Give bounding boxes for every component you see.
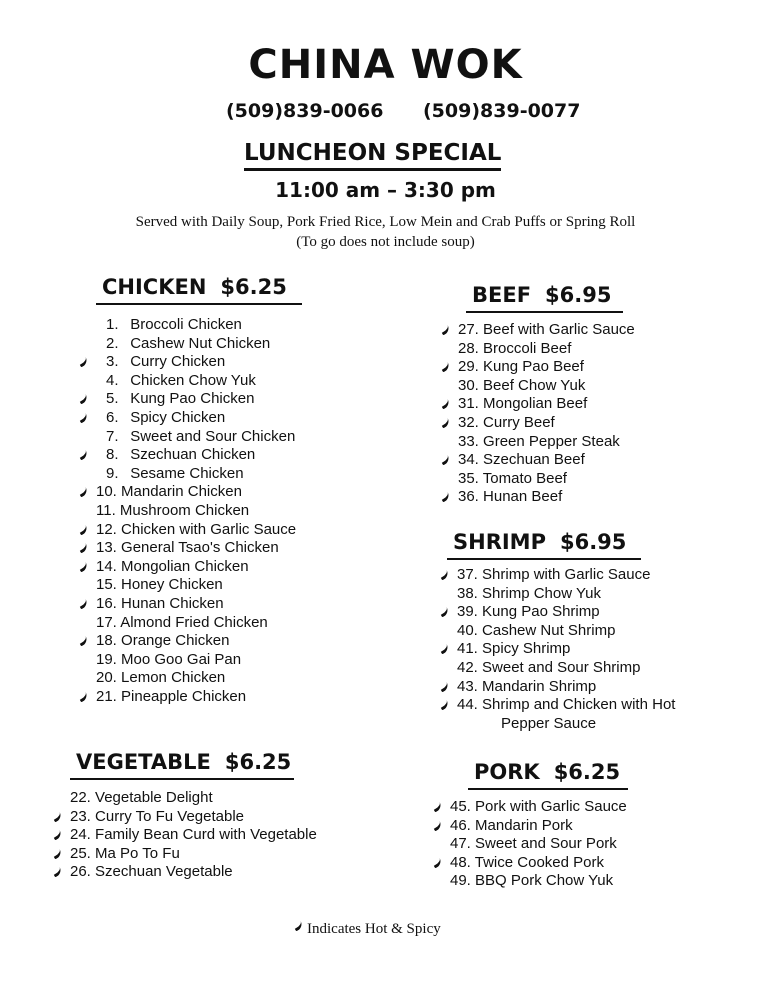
item-name: Sweet and Sour Pork (475, 835, 617, 853)
menu-item (96, 576, 302, 595)
item-number: 44. (457, 696, 478, 714)
item-number: 34. (458, 451, 479, 469)
item-number: 37. (457, 566, 478, 583)
item-number: 46. (450, 816, 471, 834)
section-title: VEGETABLE (76, 750, 211, 774)
menu-item (458, 340, 635, 359)
menu-item (450, 854, 628, 873)
item-number: 2. (106, 334, 119, 352)
chili-pepper-icon (76, 540, 89, 554)
menu-item (96, 688, 302, 707)
item-name: Ma Po To Fu (95, 844, 180, 862)
chili-pepper-icon (437, 604, 450, 618)
chili-pepper-icon (76, 633, 89, 647)
chicken-section (96, 275, 302, 706)
item-name: Pork with Garlic Sauce (475, 798, 627, 815)
menu-item (457, 603, 675, 622)
menu-item (457, 640, 675, 659)
item-number: 31. (458, 395, 479, 413)
item-name: Cashew Nut Chicken (130, 334, 271, 352)
item-name: Pepper Sauce (501, 714, 597, 732)
menu-item (458, 414, 635, 433)
item-name: Szechuan Vegetable (95, 863, 233, 881)
luncheon-special-heading: LUNCHEON SPECIAL (244, 140, 501, 171)
item-name: Beef with Garlic Sauce (483, 321, 635, 338)
item-name: Hunan Beef (483, 488, 563, 506)
chili-pepper-icon (430, 817, 443, 831)
menu-item (96, 651, 302, 670)
menu-item (96, 446, 302, 465)
chili-pepper-icon (291, 918, 304, 932)
item-number: 11. (96, 501, 116, 519)
pork-section (450, 760, 628, 891)
item-name: Sweet and Sour Chicken (130, 427, 296, 445)
menu-item (457, 585, 675, 604)
item-name: Shrimp with Garlic Sauce (482, 566, 651, 583)
item-number: 8. (106, 446, 119, 464)
item-number: 38. (457, 584, 478, 602)
item-number: 17. (96, 613, 117, 631)
item-number: 33. (458, 432, 479, 450)
menu-item (96, 502, 302, 521)
menu-item (450, 798, 628, 817)
menu-item (458, 358, 635, 377)
menu-item (458, 470, 635, 489)
item-name: Spicy Chicken (130, 408, 226, 426)
menu-item (450, 872, 628, 891)
item-number: 41. (457, 640, 478, 658)
chili-pepper-icon (76, 484, 89, 498)
section-title: PORK (474, 760, 540, 784)
item-name: Chicken with Garlic Sauce (121, 520, 297, 538)
item-name: Curry Beef (483, 413, 555, 431)
menu-item (458, 377, 635, 396)
item-number: 30. (458, 376, 479, 394)
item-name: Hunan Chicken (121, 594, 224, 612)
section-header (466, 283, 623, 313)
item-number: 3. (106, 353, 119, 371)
menu-item (450, 817, 628, 836)
phone-number-1: (509)839-0066 (226, 100, 384, 122)
chili-pepper-icon (50, 827, 63, 841)
item-number: 43. (457, 677, 478, 695)
item-number: 26. (70, 863, 91, 881)
item-number: 1. (106, 316, 119, 333)
item-name: Chicken Chow Yuk (130, 371, 256, 389)
item-number: 36. (458, 488, 479, 506)
item-number: 5. (106, 390, 119, 408)
item-number: 7. (106, 427, 119, 445)
item-name: Spicy Shrimp (482, 640, 571, 658)
item-name: Curry Chicken (130, 353, 226, 371)
item-number: 24. (70, 826, 91, 844)
chili-pepper-icon (76, 409, 89, 423)
menu-item (457, 622, 675, 641)
shrimp-item-list (457, 566, 675, 733)
item-name: Mandarin Pork (475, 816, 573, 834)
phone-number-2: (509)839-0077 (423, 100, 581, 122)
menu-item (457, 715, 675, 734)
menu-item (457, 678, 675, 697)
hours: 11:00 am – 3:30 pm (275, 178, 496, 202)
item-name: Mongolian Beef (483, 395, 588, 413)
vegetable-section (70, 750, 317, 882)
item-number: 42. (457, 658, 478, 676)
item-name: Mongolian Chicken (121, 557, 249, 575)
chili-pepper-icon (438, 322, 451, 336)
menu-item (70, 863, 317, 882)
chili-pepper-icon (438, 414, 451, 428)
chicken-item-list (96, 316, 302, 706)
item-number: 39. (457, 603, 478, 621)
item-number: 4. (106, 371, 119, 389)
item-number: 6. (106, 408, 119, 426)
item-name: Shrimp Chow Yuk (482, 584, 601, 602)
section-header (96, 275, 302, 305)
beef-section (458, 283, 635, 507)
item-name: Twice Cooked Pork (474, 853, 604, 871)
chili-pepper-icon (76, 688, 89, 702)
item-name: Vegetable Delight (95, 789, 213, 806)
item-number: 15. (96, 576, 117, 594)
item-name: Orange Chicken (121, 632, 230, 650)
item-number: 14. (96, 557, 117, 575)
chili-pepper-icon (437, 567, 450, 581)
menu-item (96, 390, 302, 409)
menu-item (458, 433, 635, 452)
item-number: 21. (96, 687, 117, 705)
menu-item (96, 465, 302, 484)
chili-pepper-icon (437, 697, 450, 711)
section-header (468, 760, 628, 790)
item-name: Broccoli Beef (483, 339, 572, 357)
menu-item (457, 566, 675, 585)
item-name: Family Bean Curd with Vegetable (95, 826, 317, 844)
item-name: Almond Fried Chicken (120, 613, 268, 631)
item-number: 23. (70, 807, 91, 825)
shrimp-section (447, 530, 675, 733)
section-header (70, 750, 294, 780)
menu-item (96, 483, 302, 502)
chili-pepper-icon (76, 391, 89, 405)
item-number: 9. (106, 464, 119, 482)
item-number: 47. (450, 835, 471, 853)
menu-item (96, 669, 302, 688)
section-title: BEEF (472, 283, 532, 307)
item-name: Mandarin Shrimp (482, 677, 597, 695)
menu-item (458, 488, 635, 507)
item-number: 19. (96, 650, 117, 668)
menu-item (70, 826, 317, 845)
item-name: Pineapple Chicken (121, 687, 247, 705)
section-price: $6.95 (559, 530, 627, 554)
item-name: Tomato Beef (482, 469, 567, 487)
section-title: SHRIMP (453, 530, 546, 554)
chili-pepper-icon (438, 489, 451, 503)
chili-pepper-icon (50, 808, 63, 822)
chili-pepper-icon (430, 799, 443, 813)
menu-item (96, 558, 302, 577)
menu-item (96, 614, 302, 633)
menu-item (96, 372, 302, 391)
chili-pepper-icon (76, 447, 89, 461)
menu-item (70, 845, 317, 864)
restaurant-name: CHINA WOK (248, 42, 523, 88)
chili-pepper-icon (438, 396, 451, 410)
item-name: BBQ Pork Chow Yuk (475, 872, 614, 890)
menu-item (70, 789, 317, 808)
chili-pepper-icon (438, 452, 451, 466)
pork-item-list (450, 798, 628, 891)
menu-item (450, 835, 628, 854)
item-number: 25. (70, 844, 91, 862)
chili-pepper-icon (438, 359, 451, 373)
chili-pepper-icon (76, 521, 89, 535)
legend-text: Indicates Hot & Spicy (307, 921, 441, 937)
item-number: 20. (96, 669, 117, 687)
item-number: 45. (450, 798, 471, 815)
item-number: 28. (458, 339, 479, 357)
menu-item (96, 428, 302, 447)
item-number: 32. (458, 413, 479, 431)
menu-item (458, 395, 635, 414)
menu-item (458, 451, 635, 470)
item-name: General Tsao's Chicken (121, 539, 279, 557)
chili-pepper-icon (437, 678, 450, 692)
served-with-note: Served with Daily Soup, Pork Fried Rice, Low Mein and Crab Puffs or Spring Roll (135, 214, 636, 230)
item-number: 16. (96, 594, 117, 612)
menu-item (70, 808, 317, 827)
item-name: Sweet and Sour Shrimp (482, 658, 641, 676)
item-number: 27. (458, 321, 479, 338)
spicy-legend (293, 921, 441, 938)
item-name: Moo Goo Gai Pan (121, 650, 242, 668)
section-title: CHICKEN (102, 275, 207, 299)
chili-pepper-icon (50, 845, 63, 859)
item-number: 35. (458, 469, 479, 487)
menu-item (96, 316, 302, 335)
item-number: 40. (457, 621, 478, 639)
item-name: Beef Chow Yuk (483, 376, 586, 394)
chili-pepper-icon (430, 854, 443, 868)
section-price: $6.95 (545, 283, 612, 307)
item-name: Curry To Fu Vegetable (95, 807, 245, 825)
menu-item (96, 632, 302, 651)
chili-pepper-icon (76, 595, 89, 609)
item-name: Szechuan Chicken (130, 446, 256, 464)
item-name: Honey Chicken (121, 576, 223, 594)
item-name: Mushroom Chicken (119, 501, 250, 519)
section-price: $6.25 (220, 275, 287, 299)
item-name: Green Pepper Steak (483, 432, 620, 450)
item-number: 13. (96, 539, 117, 557)
item-number: 29. (458, 358, 479, 376)
item-number: 12. (96, 520, 117, 538)
menu-item (457, 696, 675, 715)
menu-item (96, 353, 302, 372)
item-number: 22. (70, 789, 91, 806)
item-name: Mandarin Chicken (121, 483, 242, 501)
chili-pepper-icon (437, 641, 450, 655)
item-name: Shrimp and Chicken with Hot (482, 696, 676, 714)
item-name: Cashew Nut Shrimp (482, 621, 616, 639)
item-name: Sesame Chicken (130, 464, 244, 482)
chili-pepper-icon (76, 558, 89, 572)
menu-item (457, 659, 675, 678)
item-number: 48. (450, 853, 471, 871)
menu-item (96, 335, 302, 354)
menu-item (96, 595, 302, 614)
menu-item (96, 521, 302, 540)
item-name: Lemon Chicken (121, 669, 226, 687)
menu-item (96, 539, 302, 558)
menu-item (96, 409, 302, 428)
beef-item-list (458, 321, 635, 507)
chili-pepper-icon (76, 354, 89, 368)
item-name: Kung Pao Shrimp (482, 603, 600, 621)
menu-item (458, 321, 635, 340)
item-name: Broccoli Chicken (130, 316, 242, 333)
item-number: 49. (450, 872, 471, 890)
vegetable-item-list (70, 789, 317, 882)
item-name: Szechuan Beef (483, 451, 585, 469)
to-go-note: (To go does not include soup) (296, 234, 475, 250)
section-price: $6.25 (553, 760, 621, 784)
item-name: Kung Pao Chicken (130, 390, 255, 408)
item-number: 10. (96, 483, 117, 501)
section-header (447, 530, 641, 560)
section-price: $6.25 (224, 750, 292, 774)
chili-pepper-icon (50, 864, 63, 878)
item-number: 18. (96, 632, 117, 650)
item-name: Kung Pao Beef (483, 358, 584, 376)
